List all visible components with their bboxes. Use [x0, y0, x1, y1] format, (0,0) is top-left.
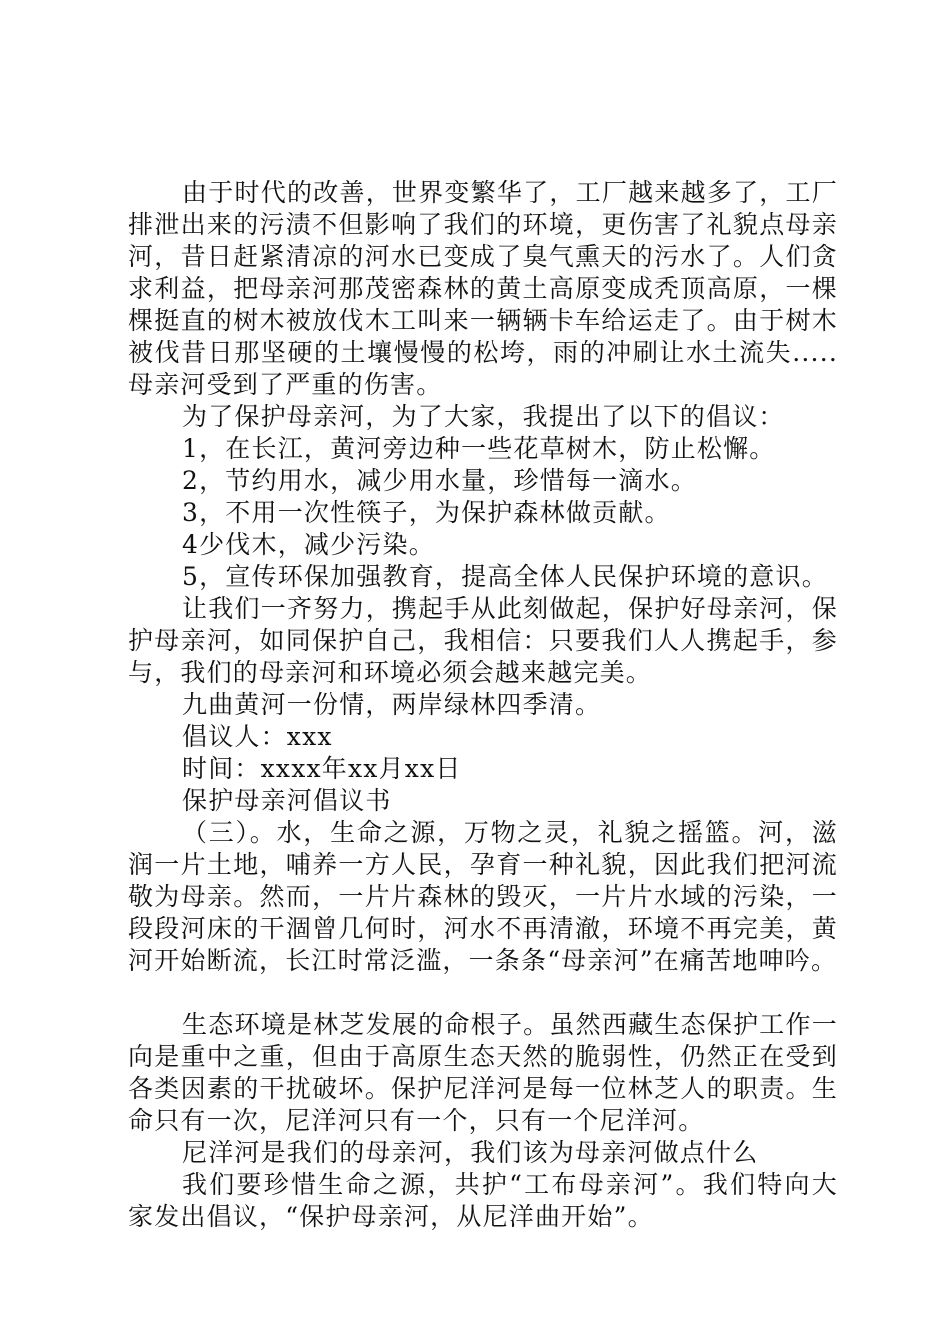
paragraph-proposal-lead: 为了保护母亲河，为了大家，我提出了以下的倡议：	[182, 402, 785, 431]
proposal-item-2: 2，节约用水，减少用水量，珍惜每一滴水。	[182, 466, 697, 495]
document-body	[128, 177, 838, 1233]
proposal-item-4: 4少伐木，减少污染。	[182, 530, 435, 559]
proposal-item-5: 5，宣传环保加强教育，提高全体人民保护环境的意识。	[182, 562, 828, 591]
proposer-line: 倡议人：xxx	[182, 722, 333, 751]
paragraph-ecology: 生态环境是林芝发展的命根子。虽然西藏生态保护工作一向是重中之重，但由于高原生态天然的脆弱性，仍然正在受到各类因素的干扰破坏。保护尼洋河是每一位林芝人的职责。生命只有一次，尼洋河只有一个，只有一个尼洋河。	[128, 1010, 838, 1135]
paragraph-section-three: （三）。水，生命之源，万物之灵，礼貌之摇篮。河，滋润一片土地，哺养一方人民，孕育一种礼貌，因此我们把河流敬为母亲。然而，一片片森林的毁灭，一片片水域的污染，一段段河床的干涸曾几何时，河水不再清澈，环境不再完美，黄河开始断流，长江时常泛滥，一条条“母亲河”在痛苦地呻吟。	[128, 818, 838, 975]
paragraph-appeal: 我们要珍惜生命之源，共护“工布母亲河”。我们特向大家发出倡议，“保护母亲河，从尼洋曲开始”。	[128, 1170, 838, 1231]
proposal-item-3: 3，不用一次性筷子，为保护森林做贡献。	[182, 498, 671, 527]
date-line: 时间：xxxx年xx月xx日	[182, 754, 462, 783]
section-title: 保护母亲河倡议书	[182, 786, 392, 815]
paragraph-call-to-action: 让我们一齐努力，携起手从此刻做起，保护好母亲河，保护母亲河，如同保护自己，我相信：只要我们人人携起手，参与，我们的母亲河和环境必须会越来越完美。	[128, 594, 838, 687]
proposal-item-1: 1，在长江，黄河旁边种一些花草树木，防止松懈。	[182, 434, 776, 463]
paragraph-gap	[128, 977, 838, 1009]
paragraph-intro: 由于时代的改善，世界变繁华了，工厂越来越多了，工厂排泄出来的污渍不但影响了我们的环境，更伤害了礼貌点母亲河，昔日赶紧清凉的河水已变成了臭气熏天的污水了。人们贪求利益，把母亲河那茂密森林的黄土高原变成秃顶高原，一棵棵挺直的树木被放伐木工叫来一辆辆卡车给运走了。由于树木被伐昔日那坚硬的土壤慢慢的松垮，雨的冲刷让水土流失.....母亲河受到了严重的伤害。	[128, 178, 838, 399]
paragraph-motto: 九曲黄河一份情，两岸绿林四季清。	[182, 690, 602, 719]
paragraph-question: 尼洋河是我们的母亲河，我们该为母亲河做点什么	[182, 1138, 759, 1167]
